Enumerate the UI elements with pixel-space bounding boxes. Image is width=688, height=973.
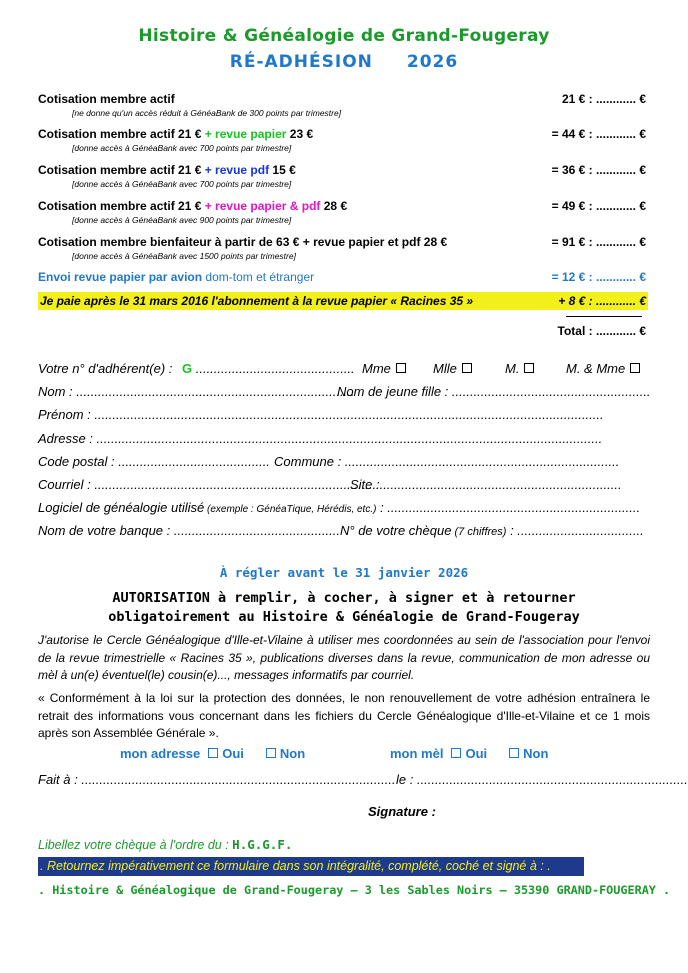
site-field[interactable]: Site : .................................................................. xyxy=(350,477,622,492)
checkbox-mel-non[interactable] xyxy=(509,748,519,758)
fee-label-actif: Cotisation membre actif xyxy=(38,92,175,106)
form-title-text: RÉ-ADHÉSION xyxy=(229,52,373,72)
choice-mel[interactable]: mon mèl Oui Non xyxy=(390,746,549,761)
fee-amount-bienfaiteur: = 91 € : ............ € xyxy=(551,235,646,249)
form-year: 2026 xyxy=(406,52,459,72)
checkbox-mme[interactable] xyxy=(396,363,406,373)
checkbox-m-mme[interactable] xyxy=(630,363,640,373)
fee-label-bienfaiteur: Cotisation membre bienfaiteur à partir de 63 € + revue papier et pdf 28 € xyxy=(38,235,448,249)
avion-label: Envoi revue papier par avion dom-tom et étranger xyxy=(38,270,315,284)
signature-label: Signature : xyxy=(368,804,436,819)
autorisation-para2: « Conformément à la loi sur la protection des données, le non renouvellement de votre adhésion entraînera le retrait des informations vous concernant dans les fichiers du Cercle Généalogique d'Ille-et-Vilaine et ce 1 mois après son Assemblée Générale ». xyxy=(38,691,650,740)
autorisation-line1: AUTORISATION à remplir, à cocher, à signer et à retourner xyxy=(112,590,576,606)
fee-note-pdf: [donne accès à GénéaBank avec 700 points par trimestre] xyxy=(72,179,292,189)
adresse-field[interactable]: Adresse : ............................................................................................................................................ xyxy=(38,431,603,446)
checkbox-mlle[interactable] xyxy=(462,363,472,373)
cheque-ordre: Libellez votre chèque à l'ordre du : H.G.G.F. xyxy=(38,837,293,852)
fee-amount-pdf: = 36 € : ............ € xyxy=(551,163,646,177)
late-amount: + 8 € : ............ € xyxy=(558,294,646,308)
fee-note-actif: [ne donne qu'un accès réduit à GénéaBank de 300 points par trimestre] xyxy=(72,108,342,118)
fee-note-papier-pdf: [donne accès à GénéaBank avec 900 points par trimestre] xyxy=(72,215,292,225)
logiciel-field[interactable]: Logiciel de généalogie utilisé (exemple : GénéaTique, Hérédis, etc.) : ...................................................................... xyxy=(38,500,641,515)
autorisation-para1: J'autorise le Cercle Généalogique d'Ille-et-Vilaine à utiliser mes coordonnées au sein de l'association pour l'envoi de la revue trimestrielle « Racines 35 », publications diverses dans la revue, communication de mon adresse ou mèl à un(e) éventuel(le) cousin(e)..., messages informatifs par courriel. xyxy=(38,633,650,682)
civility-mlle[interactable]: Mlle xyxy=(433,361,472,376)
adresse-postale: . Histoire & Généalogique de Grand-Fougeray – 3 les Sables Noirs – 35390 GRAND-FOUGERAY . xyxy=(38,883,671,897)
nom-field[interactable]: Nom : ............................................................................. xyxy=(38,384,355,399)
code-postal-field[interactable]: Code postal : .......................................... xyxy=(38,454,270,469)
fee-label-pdf: Cotisation membre actif 21 € + revue pdf 15 € xyxy=(38,163,296,177)
checkbox-mel-oui[interactable] xyxy=(451,748,461,758)
prenom-field[interactable]: Prénom : ............................................................................................................................................. xyxy=(38,407,604,422)
date-field[interactable]: le : ........................................................................... xyxy=(396,772,688,787)
civility-m[interactable]: M. xyxy=(505,361,534,376)
fee-amount-actif: 21 € : ............ € xyxy=(561,92,646,106)
total-rule xyxy=(566,316,642,317)
org-title: Histoire & Généalogie de Grand-Fougeray xyxy=(138,26,550,46)
fee-amount-papier-pdf: = 49 € : ............ € xyxy=(551,199,646,213)
fee-label-papier: Cotisation membre actif 21 € + revue papier 23 € xyxy=(38,127,314,141)
checkbox-adresse-oui[interactable] xyxy=(208,748,218,758)
fee-label-papier-pdf: Cotisation membre actif 21 € + revue papier & pdf 28 € xyxy=(38,199,348,213)
total-row: Total : ............ € xyxy=(557,324,646,338)
fee-amount-papier: = 44 € : ............ € xyxy=(551,127,646,141)
fee-note-papier: [donne accès à GénéaBank avec 700 points par trimestre] xyxy=(72,143,292,153)
courriel-field[interactable]: Courriel : ................................................................................ xyxy=(38,477,384,492)
deadline: À régler avant le 31 janvier 2026 xyxy=(219,565,469,580)
civility-m-mme[interactable]: M. & Mme xyxy=(566,361,640,376)
form-title xyxy=(0,52,688,72)
commune-field[interactable]: Commune : ............................................................................ xyxy=(274,454,620,469)
checkbox-m[interactable] xyxy=(524,363,534,373)
autorisation-line2: obligatoirement au Histoire & Généalogie de Grand-Fougeray xyxy=(108,609,580,625)
cheque-field[interactable]: N° de votre chèque (7 chiffres) : ................................... xyxy=(340,523,644,538)
banque-field[interactable]: Nom de votre banque : .............................................. xyxy=(38,523,341,538)
late-label: Je paie après le 31 mars 2016 l'abonnement à la revue papier « Racines 35 » xyxy=(40,294,474,308)
checkbox-adresse-non[interactable] xyxy=(266,748,276,758)
adherent-row[interactable]: Votre n° d'adhérent(e) : G ............................................ xyxy=(38,361,355,376)
avion-amount: = 12 € : ............ € xyxy=(551,270,646,284)
choice-adresse[interactable]: mon adresse Oui Non xyxy=(120,746,306,761)
retour-text: . Retournez impérativement ce formulaire dans son intégralité, complété, coché et signé à : . xyxy=(40,859,551,873)
fait-a-field[interactable]: Fait à : ....................................................................................... xyxy=(38,772,396,787)
nom-jeune-fille-field[interactable]: Nom de jeune fille : ....................................................... xyxy=(337,384,651,399)
fee-note-bienfaiteur: [donne accès à GénéaBank avec 1500 points par trimestre] xyxy=(72,251,296,261)
civility-mme[interactable]: Mme xyxy=(362,361,406,376)
